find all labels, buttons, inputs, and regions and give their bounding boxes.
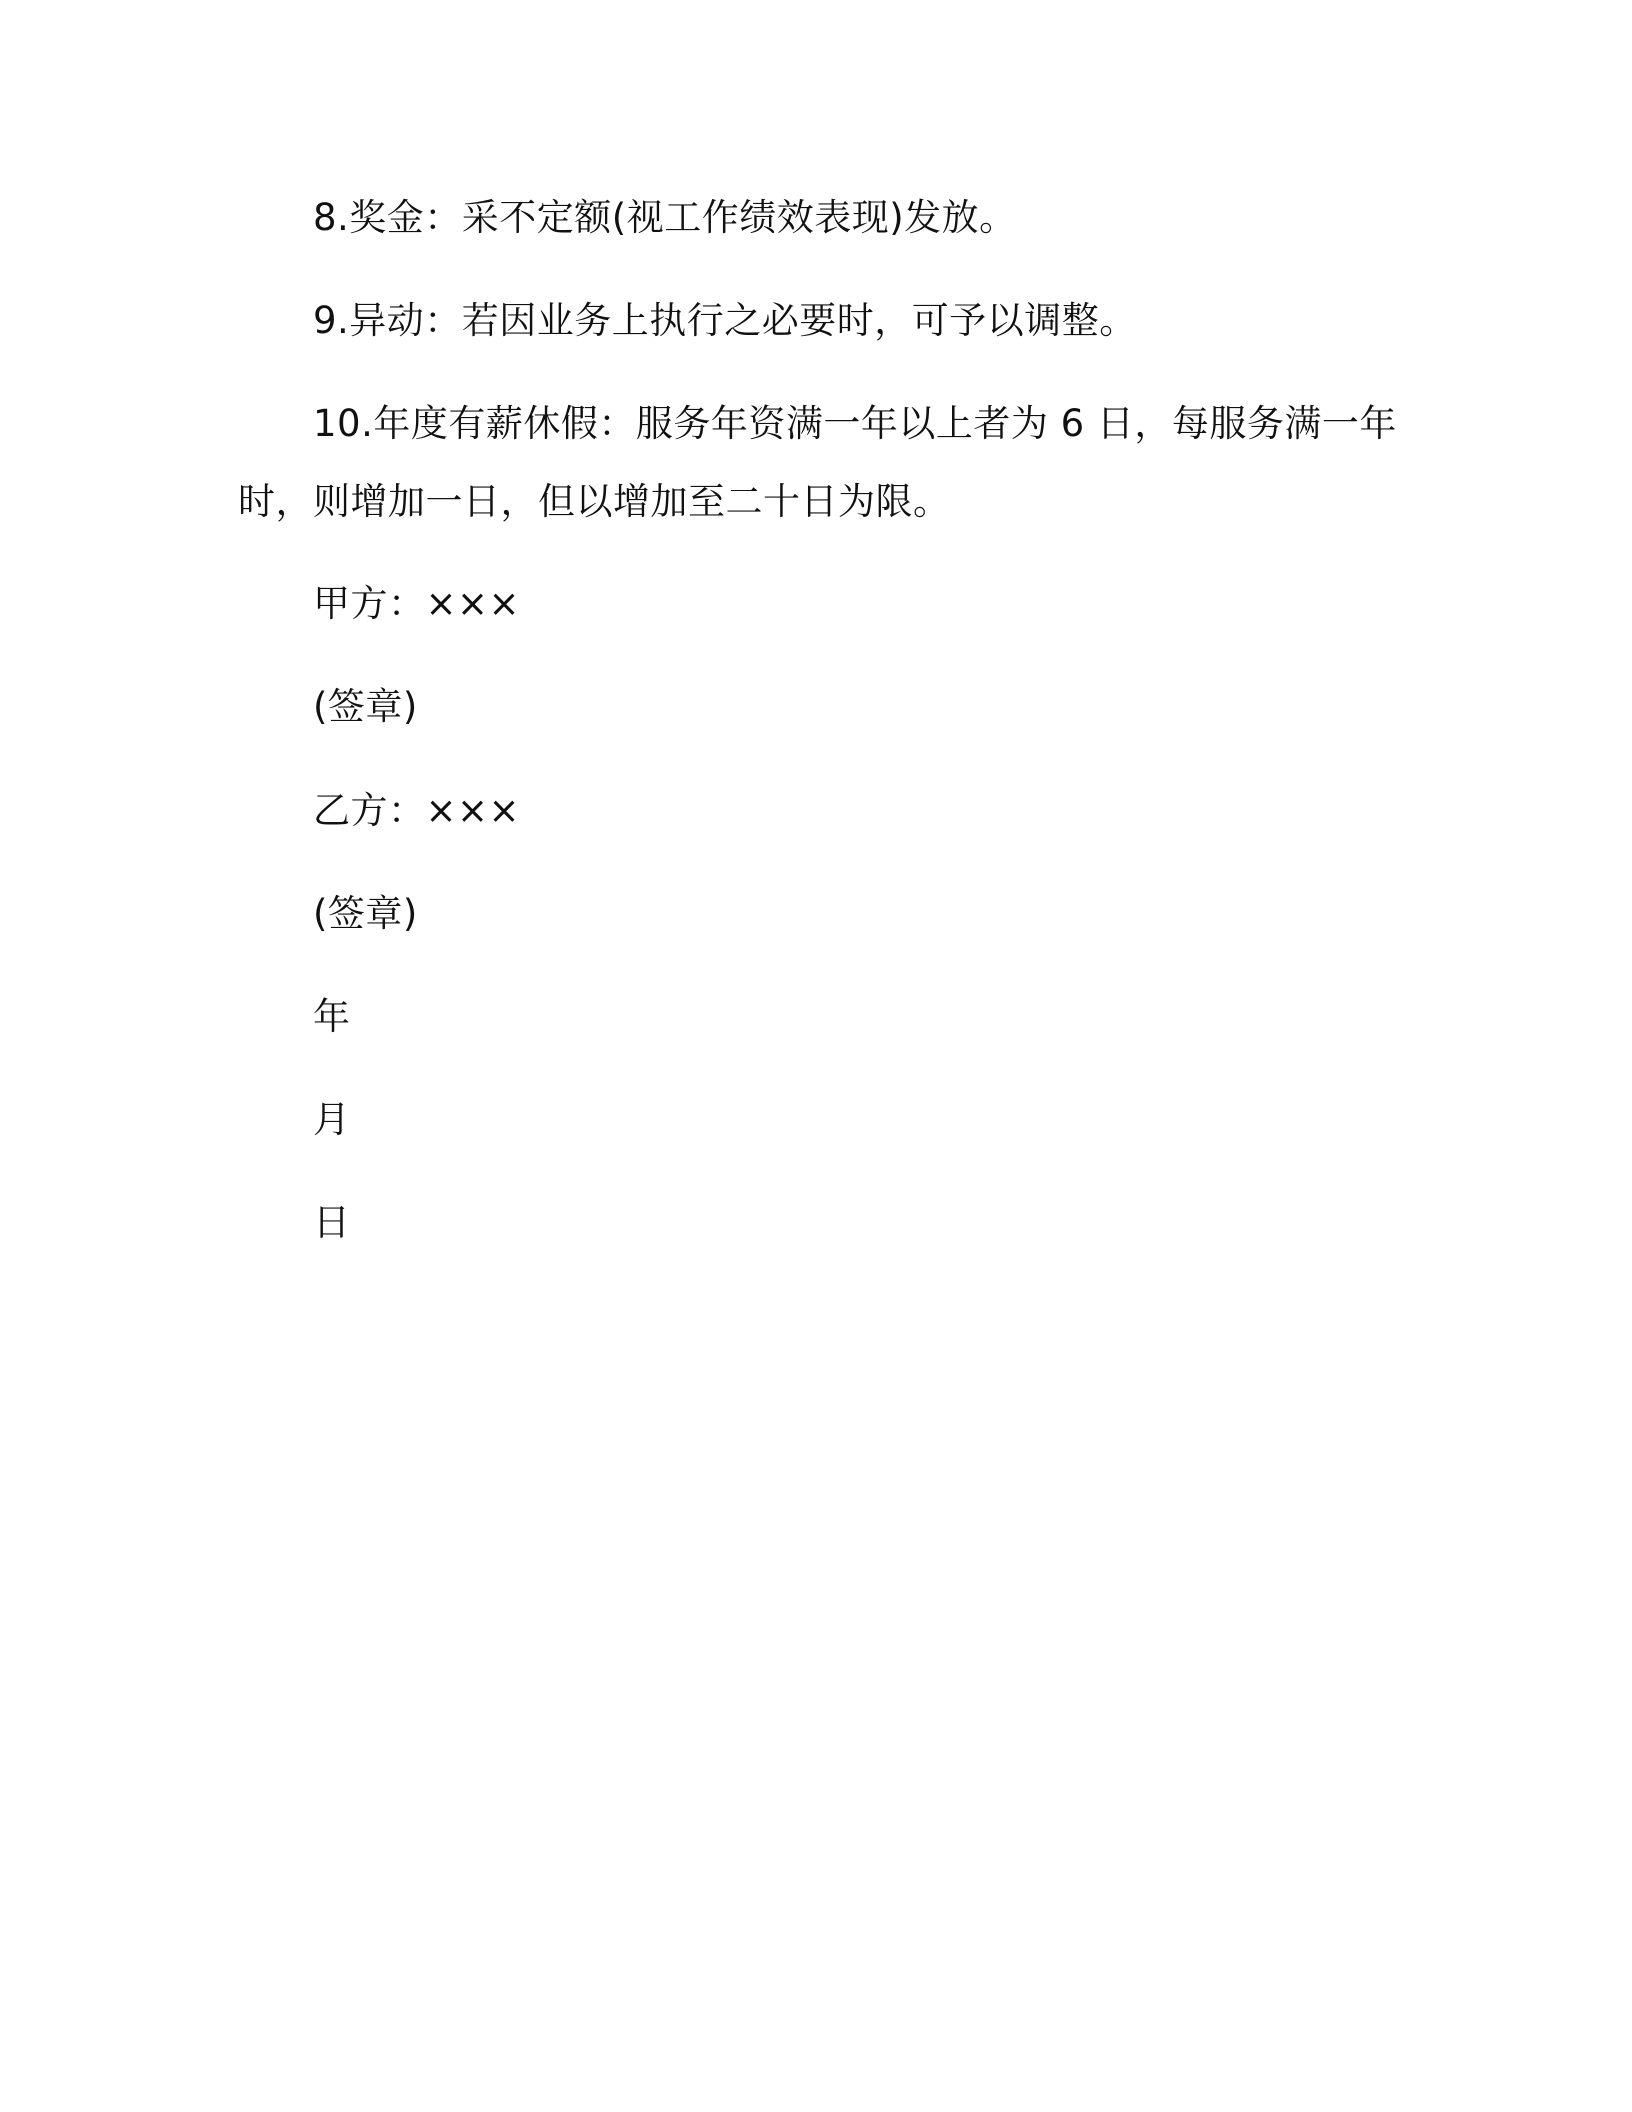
- party-a-label: 甲方：×××: [313, 582, 521, 625]
- date-year: 年: [313, 995, 351, 1038]
- date-month: 月: [313, 1098, 351, 1141]
- date-day: 日: [313, 1201, 351, 1244]
- clause-annual-leave-line1: 10.年度有薪休假：服务年资满一年以上者为 6 日，每服务满一年: [313, 402, 1397, 445]
- clause-bonus: 8.奖金：采不定额(视工作绩效表现)发放。: [313, 196, 1017, 239]
- party-b-label: 乙方：×××: [313, 789, 521, 832]
- clause-transfer: 9.异动：若因业务上执行之必要时，可予以调整。: [313, 299, 1137, 342]
- party-a-seal: (签章): [313, 685, 418, 728]
- clause-annual-leave-line2: 时，则增加一日，但以增加至二十日为限。: [238, 480, 951, 523]
- party-b-seal: (签章): [313, 892, 418, 935]
